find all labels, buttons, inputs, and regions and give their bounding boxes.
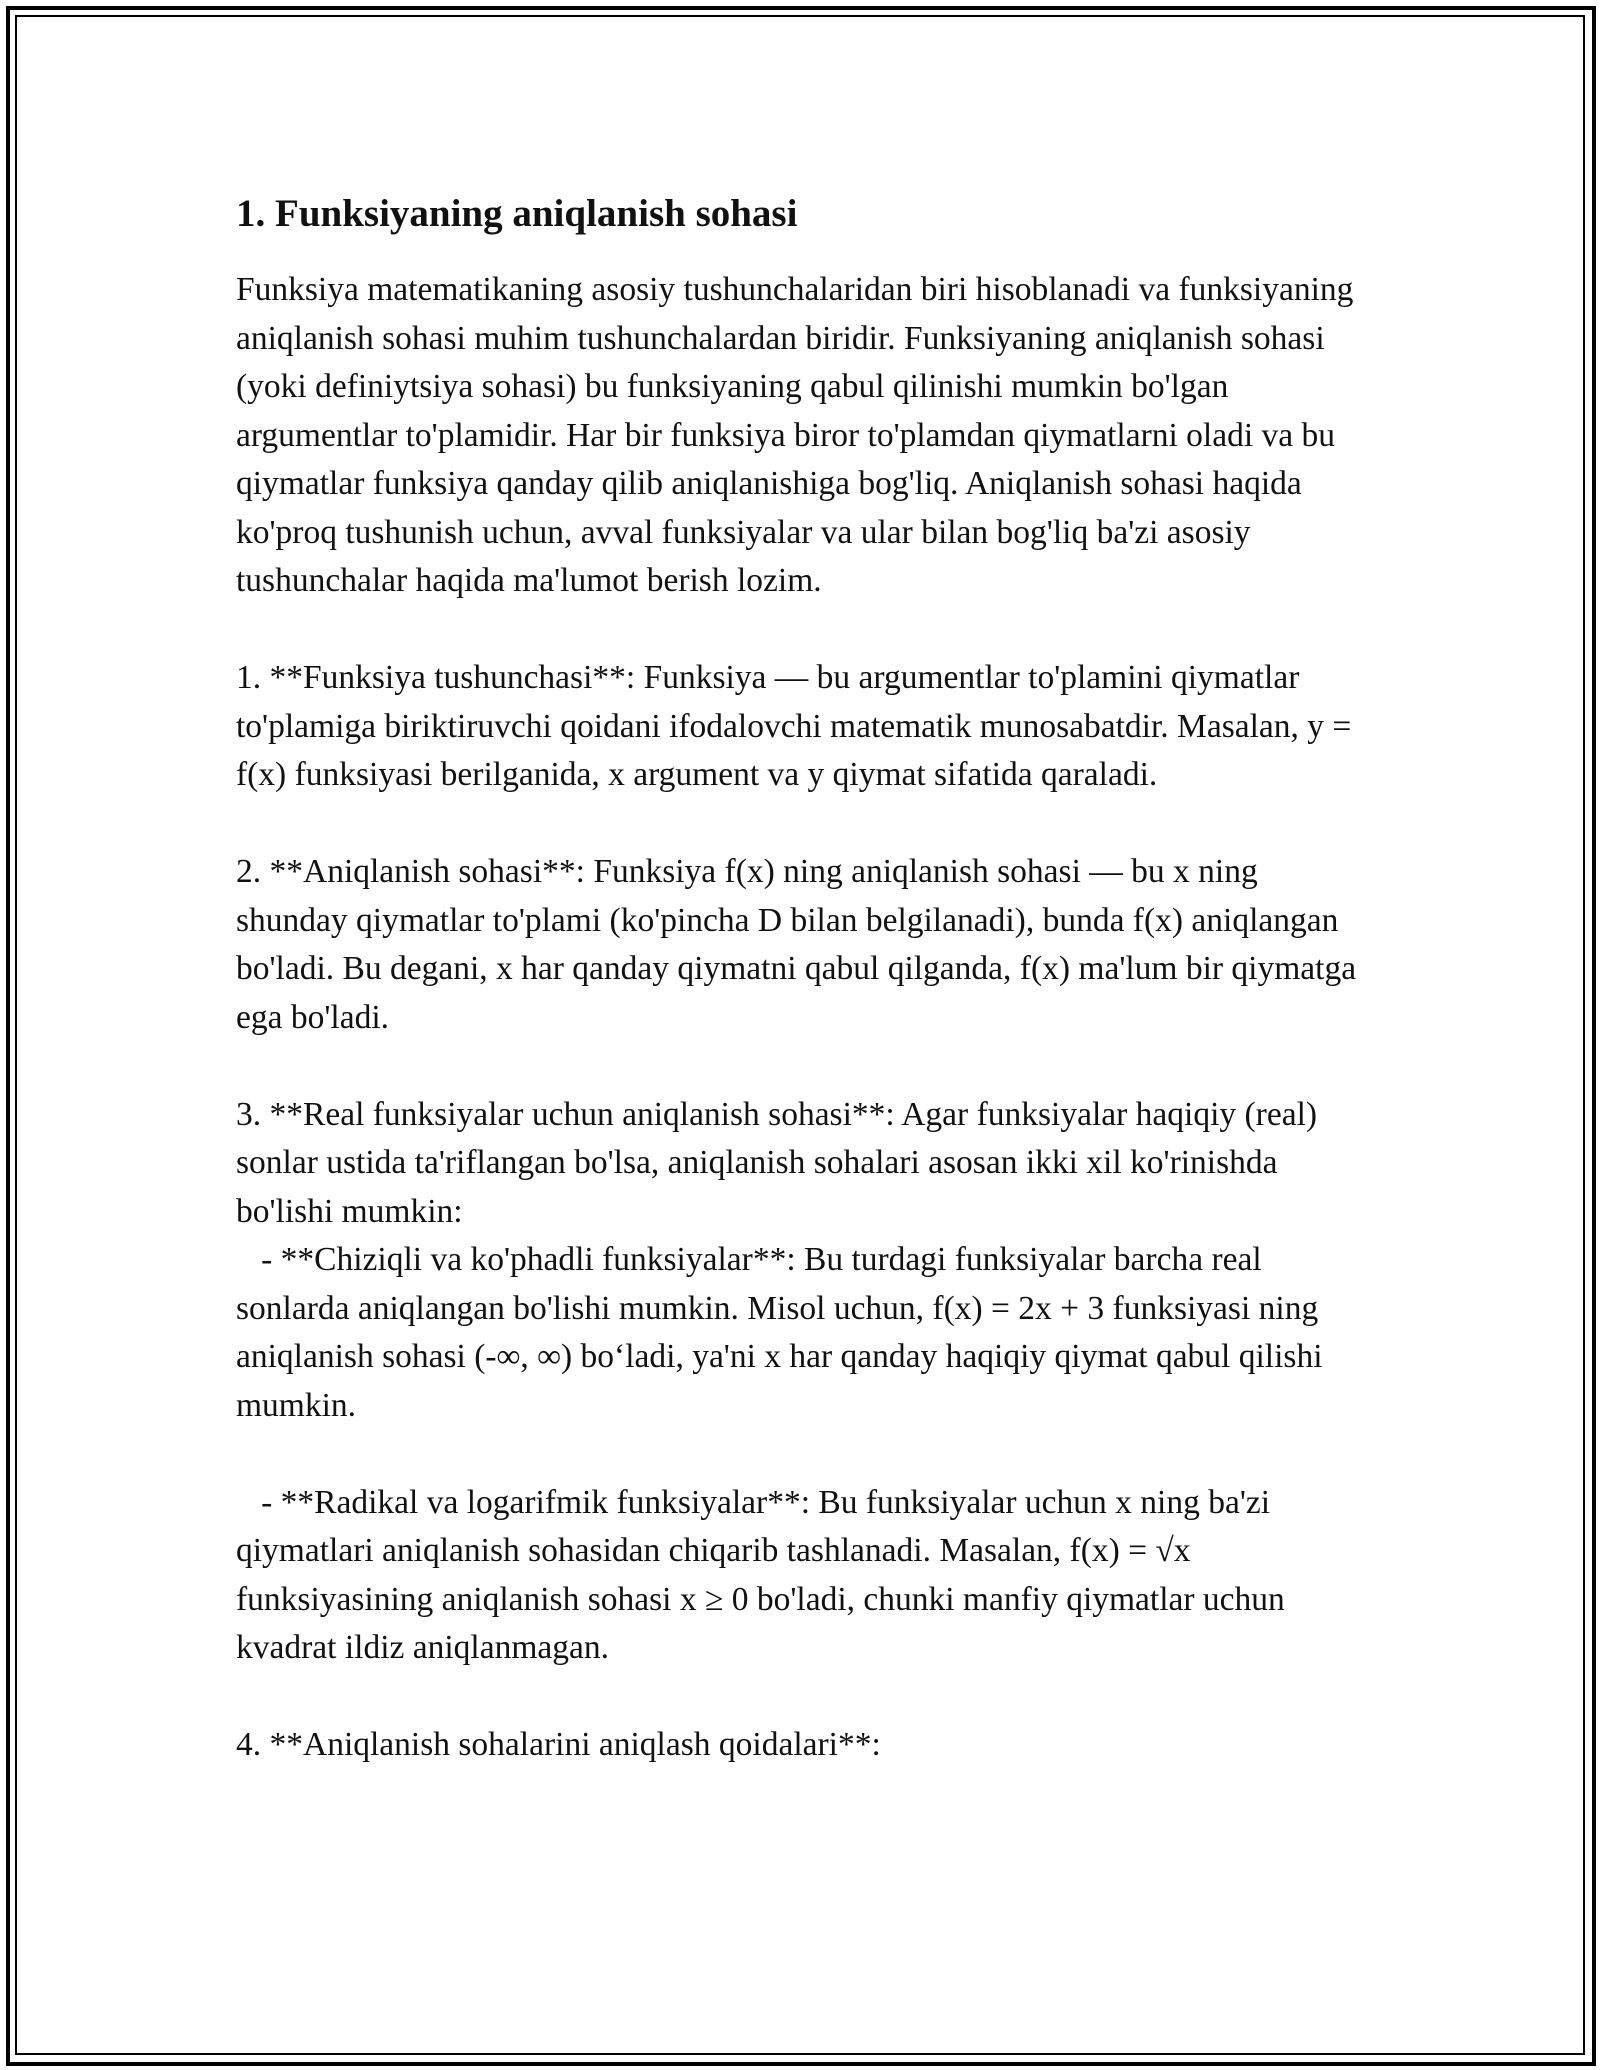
list-item-real-functions: 3. **Real funksiyalar uchun aniqlanish sohasi**: Agar funksiyalar haqiqiy (real) sonlar ustida ta'riflangan bo'lsa, aniqlanish sohalari asosan ikki xil ko'rinishda bo'lishi mumkin: [236, 1095, 1326, 1230]
list-item-domain-rules: 4. **Aniqlanish sohalarini aniqlash qoidalari**: [236, 1726, 881, 1763]
section-title: 1. Funksiyaning aniqlanish sohasi [236, 192, 798, 235]
list-item-function-concept: 1. **Funksiya tushunchasi**: Funksiya — bu argumentlar to'plamini qiymatlar to'plamiga biriktiruvchi qoidani ifodalovchi matematik munosabatdir. Masalan, y = f(x) funksiyasi berilganida, x argument va y qiymat sifatida qaraladi. [236, 659, 1360, 793]
paragraph-spacer [236, 1042, 1376, 1091]
sub-item-linear-polynomial: - **Chiziqli va ko'phadli funksiyalar**: Bu turdagi funksiyalar barcha real sonlarda aniqlangan bo'lishi mumkin. Misol uchun, f(x) = 2x + 3 funksiyasi ning aniqlanish sohasi (-∞, ∞) bo‘ladi, ya'ni x har qanday haqiqiy qiymat qabul qilishi mumkin. [236, 1241, 1331, 1424]
paragraph-spacer [236, 606, 1376, 655]
sub-item-radical-logarithmic: - **Radikal va logarifmik funksiyalar**: Bu funksiyalar uchun x ning ba'zi qiymatlari aniqlanish sohasidan chiqarib tashlanadi. Masalan, f(x) = √x funksiyasining aniqlanish sohasi x ≥ 0 bo'ladi, chunki manfiy qiymatlar uchun kvadrat ildiz aniqlanmagan. [236, 1483, 1294, 1666]
paragraph-spacer [236, 800, 1376, 849]
paragraph-spacer [236, 1430, 1376, 1479]
list-item-domain: 2. **Aniqlanish sohasi**: Funksiya f(x) ning aniqlanish sohasi — bu x ning shunday qiymatlar to'plami (ko'pincha D bilan belgilanadi), bunda f(x) aniqlangan bo'ladi. Bu degani, x har qanday qiymatni qabul qilganda, f(x) ma'lum bir qiymatga ega bo'ladi. [236, 853, 1365, 1036]
document-body [236, 188, 1376, 1770]
paragraph-spacer [236, 1673, 1376, 1722]
intro-paragraph: Funksiya matematikaning asosiy tushunchalaridan biri hisoblanadi va funksiyaning aniqlanish sohasi muhim tushunchalardan biridir. Funksiyaning aniqlanish sohasi (yoki definiytsiya sohasi) bu funksiyaning qabul qilinishi mumkin bo'lgan argumentlar to'plamidir. Har bir funksiya biror to'plamdan qiymatlarni oladi va bu qiymatlar funksiya qanday qilib aniqlanishiga bog'liq. Aniqlanish sohasi haqida ko'proq tushunish uchun, avval funksiyalar va ular bilan bog'liq ba'zi asosiy tushunchalar haqida ma'lumot berish lozim. [236, 271, 1362, 599]
